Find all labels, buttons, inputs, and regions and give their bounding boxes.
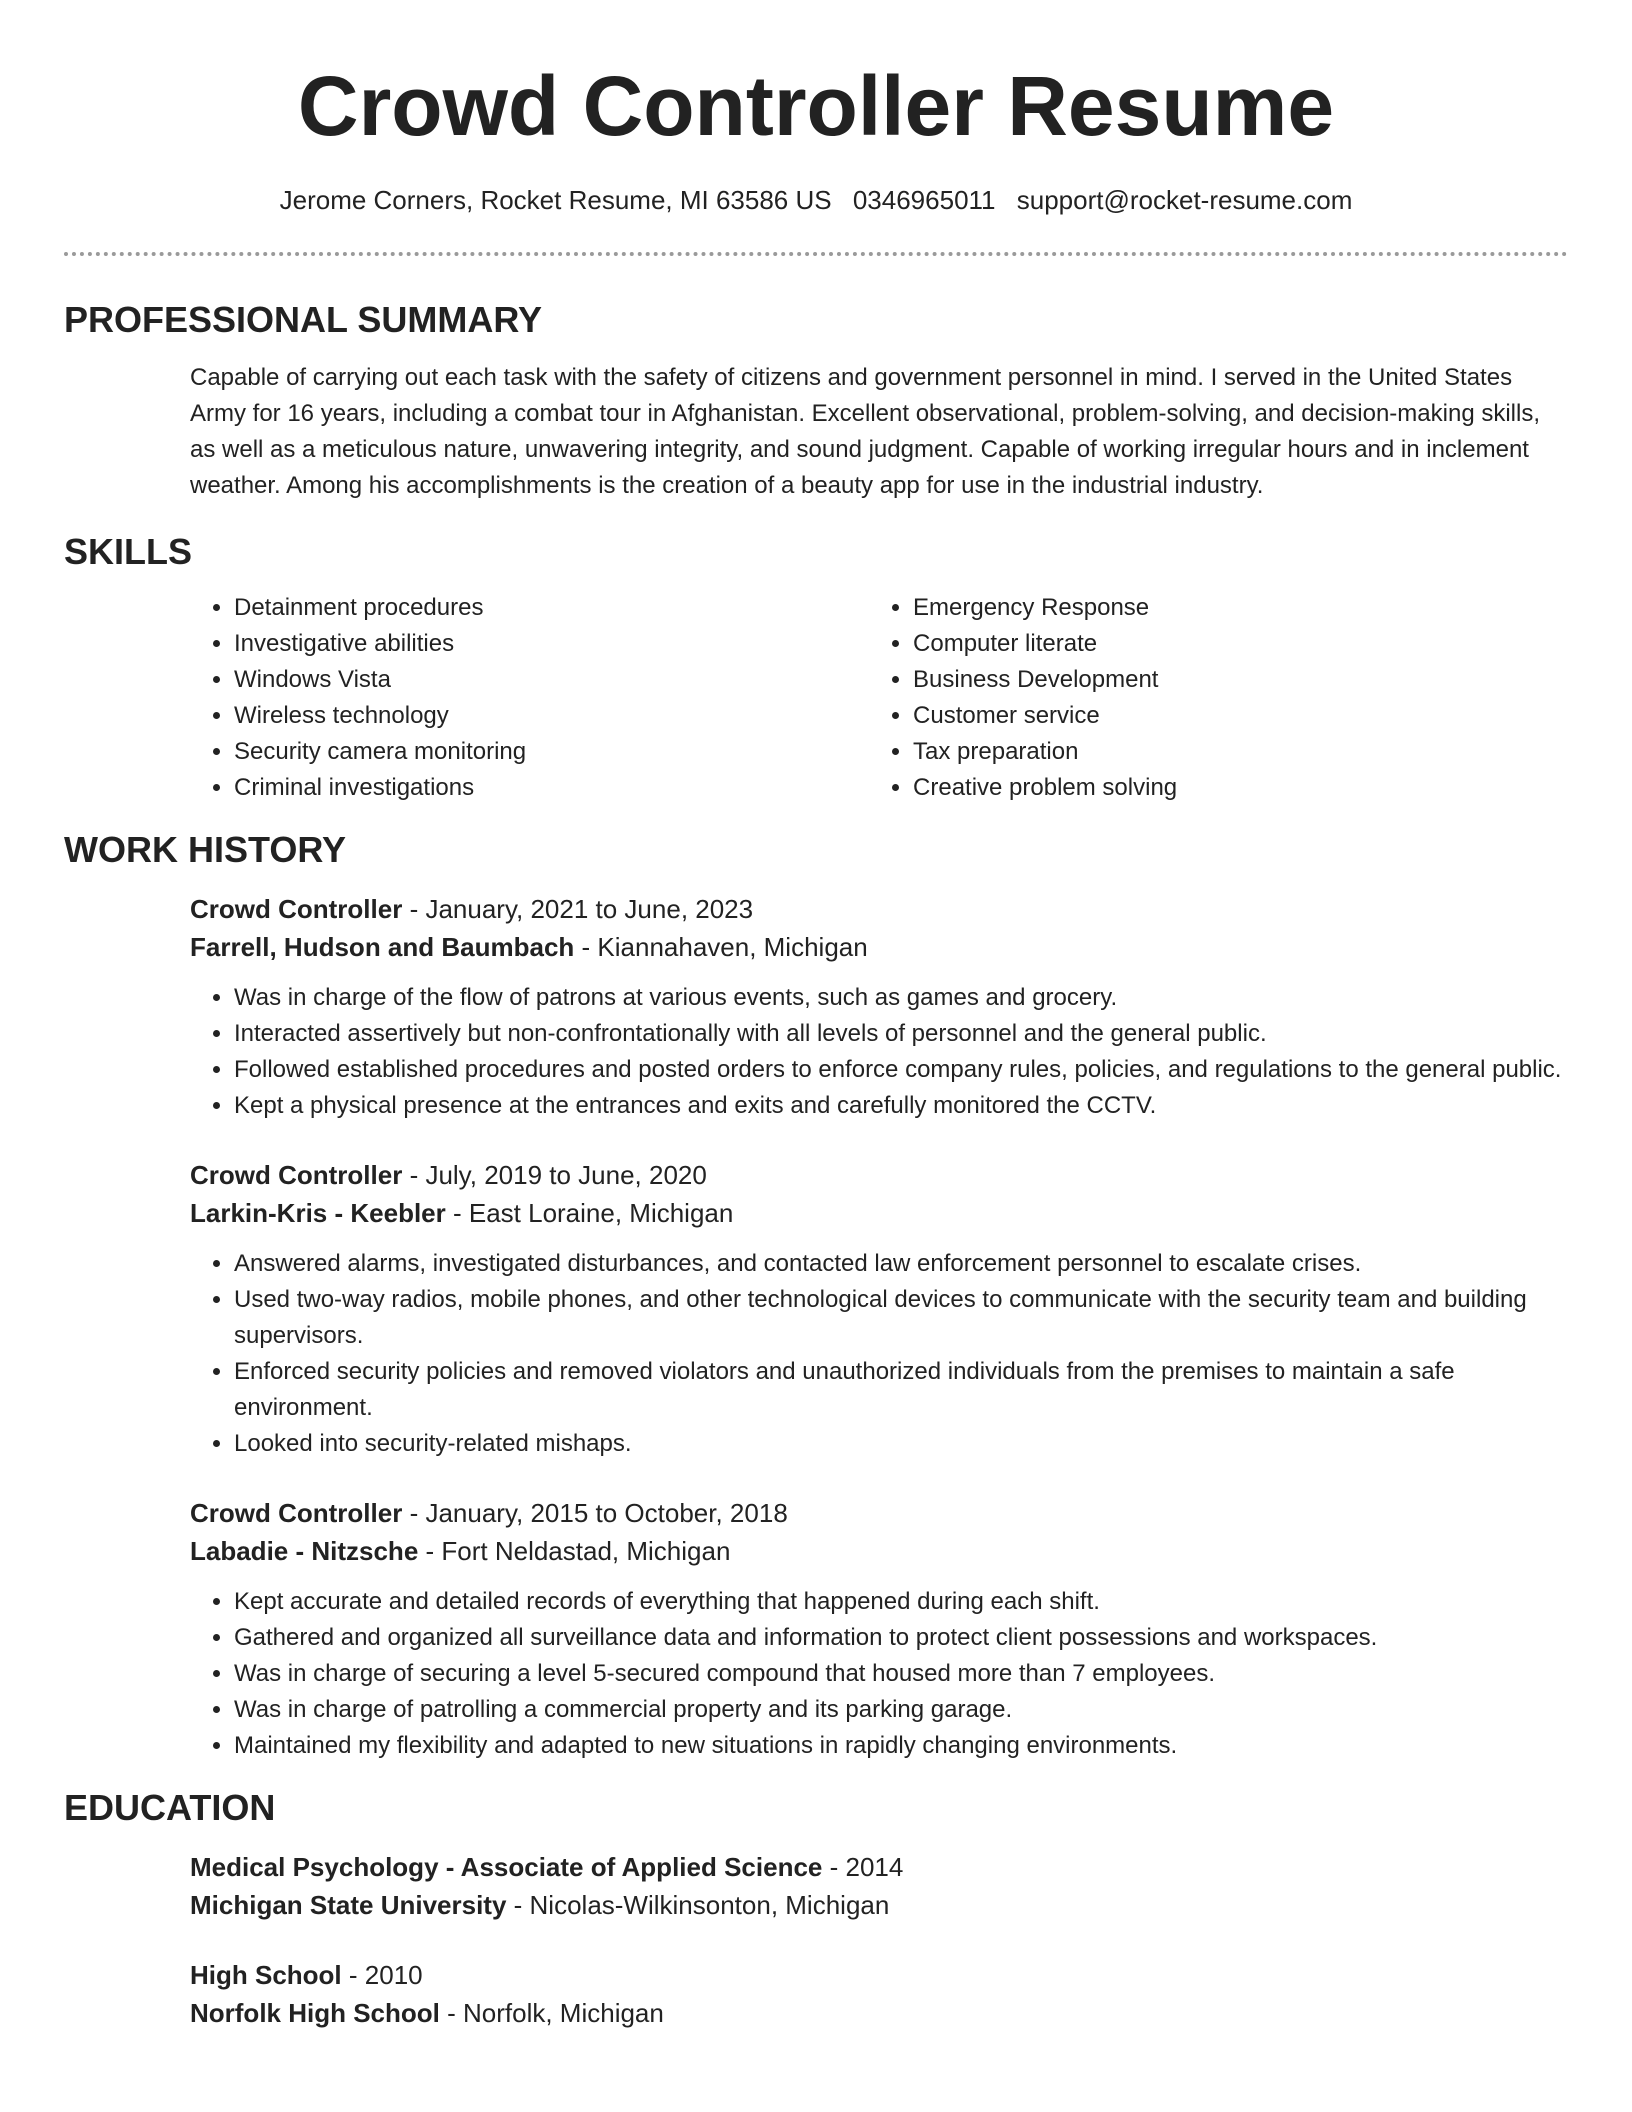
section-title-summary: PROFESSIONAL SUMMARY: [64, 299, 543, 340]
job-location: - East Loraine, Michigan: [445, 1198, 734, 1228]
job-bullet: • Kept accurate and detailed records of everything that happened during each shift.: [234, 1584, 1568, 1620]
job-role: Crowd Controller: [190, 894, 403, 924]
section-title-education: EDUCATION: [64, 1787, 276, 1828]
job-bullet: • Used two-way radios, mobile phones, and other technological devices to communicate with the security team and building supervisors.: [234, 1282, 1568, 1354]
job-entry: [190, 1156, 1568, 1462]
job-company: Larkin-Kris - Keebler: [190, 1198, 446, 1228]
skills-column-left: [190, 590, 869, 806]
skill-item: • Business Development: [913, 662, 1568, 698]
skills-column-right: [869, 590, 1568, 806]
job-bullet: • Was in charge of securing a level 5-secured compound that housed more than 7 employees.: [234, 1656, 1568, 1692]
job-company: Farrell, Hudson and Baumbach: [190, 932, 575, 962]
job-bullet: • Answered alarms, investigated disturbances, and contacted law enforcement personnel to escalate crises.: [234, 1246, 1568, 1282]
education-school-line: [190, 1994, 1568, 2032]
skill-item: • Windows Vista: [234, 662, 869, 698]
job-bullets: [190, 1246, 1568, 1462]
skill-item: • Creative problem solving: [913, 770, 1568, 806]
education-school-line: [190, 1886, 1568, 1924]
skill-item: • Tax preparation: [913, 734, 1568, 770]
skill-item: • Wireless technology: [234, 698, 869, 734]
job-role: Crowd Controller: [190, 1498, 403, 1528]
contact-line: [64, 182, 1568, 218]
job-role-line: [190, 1494, 1568, 1532]
skill-item: • Customer service: [913, 698, 1568, 734]
skills-grid: [190, 590, 1568, 806]
job-role: Crowd Controller: [190, 1160, 403, 1190]
education-degree: Medical Psychology - Associate of Applied Science: [190, 1852, 823, 1882]
job-bullet: • Kept a physical presence at the entrances and exits and carefully monitored the CCTV.: [234, 1088, 1568, 1124]
resume-title: Crowd Controller Resume: [297, 59, 1335, 153]
contact-address: Jerome Corners, Rocket Resume, MI 63586 US: [279, 185, 832, 215]
education-entry: [190, 1956, 1568, 2032]
job-location: - Fort Neldastad, Michigan: [418, 1536, 731, 1566]
skill-item: • Security camera monitoring: [234, 734, 869, 770]
education-degree-line: [190, 1848, 1568, 1886]
job-dates: - July, 2019 to June, 2020: [402, 1160, 707, 1190]
education-degree: High School: [190, 1960, 342, 1990]
summary-text: Capable of carrying out each task with the safety of citizens and government personnel in mind. I served in the United States Army for 16 years, including a combat tour in Afghanistan. Excellent observational, problem-solving, and decision-making skills, as well as a meticulous nature, unwavering integrity, and sound judgment. Capable of working irregular hours and in inclement weather. Among his accomplishments is the creation of a beauty app for use in the industrial industry.: [190, 364, 1540, 499]
education-school: Michigan State University: [190, 1890, 507, 1920]
job-bullet: • Enforced security policies and removed violators and unauthorized individuals from the premises to maintain a safe environment.: [234, 1354, 1568, 1426]
education-year: - 2010: [341, 1960, 423, 1990]
job-bullet: • Was in charge of patrolling a commercial property and its parking garage.: [234, 1692, 1568, 1728]
education-location: - Nicolas-Wilkinsonton, Michigan: [506, 1890, 890, 1920]
skill-item: • Computer literate: [913, 626, 1568, 662]
job-company-line: [190, 1194, 1568, 1232]
job-role-line: [190, 890, 1568, 928]
job-company-line: [190, 1532, 1568, 1570]
section-title-skills: SKILLS: [64, 531, 193, 572]
job-bullets: [190, 980, 1568, 1124]
job-bullet: • Interacted assertively but non-confrontationally with all levels of personnel and the general public.: [234, 1016, 1568, 1052]
education-school: Norfolk High School: [190, 1998, 440, 2028]
contact-email: support@rocket-resume.com: [1016, 185, 1353, 215]
skill-item: • Investigative abilities: [234, 626, 869, 662]
skill-item: • Criminal investigations: [234, 770, 869, 806]
job-bullet: • Looked into security-related mishaps.: [234, 1426, 1568, 1462]
job-company: Labadie - Nitzsche: [190, 1536, 419, 1566]
section-title-work-history: WORK HISTORY: [64, 829, 347, 870]
job-bullets: [190, 1584, 1568, 1764]
education-year: - 2014: [822, 1852, 904, 1882]
job-dates: - January, 2015 to October, 2018: [402, 1498, 788, 1528]
job-location: - Kiannahaven, Michigan: [574, 932, 868, 962]
education-location: - Norfolk, Michigan: [439, 1998, 664, 2028]
job-dates: - January, 2021 to June, 2023: [402, 894, 754, 924]
job-bullet: • Gathered and organized all surveillance data and information to protect client possessions and workspaces.: [234, 1620, 1568, 1656]
contact-phone: 0346965011: [852, 185, 996, 215]
education-degree-line: [190, 1956, 1568, 1994]
job-entry: [190, 1494, 1568, 1764]
education-entry: [190, 1848, 1568, 1924]
skill-item: • Emergency Response: [913, 590, 1568, 626]
job-role-line: [190, 1156, 1568, 1194]
job-bullet: • Followed established procedures and posted orders to enforce company rules, policies, and regulations to the general public.: [234, 1052, 1568, 1088]
job-company-line: [190, 928, 1568, 966]
job-bullet: • Maintained my flexibility and adapted to new situations in rapidly changing environments.: [234, 1728, 1568, 1764]
job-bullet: • Was in charge of the flow of patrons at various events, such as games and grocery.: [234, 980, 1568, 1016]
job-entry: [190, 890, 1568, 1124]
header-divider: [64, 252, 1568, 256]
skill-item: • Detainment procedures: [234, 590, 869, 626]
